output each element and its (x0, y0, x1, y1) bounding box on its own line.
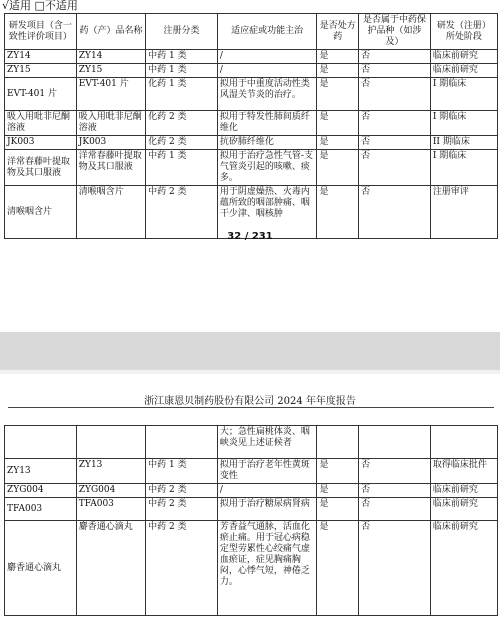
table-header-row-cell: 是否处方药 (317, 14, 359, 50)
table-row-cell: / (217, 484, 317, 498)
table-continuation-row-cell (76, 426, 145, 459)
table-row-cell: 否 (359, 136, 431, 150)
table-row-cell: 抗矽肺纤维化 (217, 136, 317, 150)
table-row-cell: 取得临床批件 (430, 459, 497, 484)
table-row-cell: II 期临床 (430, 136, 497, 150)
table-row-cell: 临床前研究 (430, 521, 497, 616)
table-row-cell: 中药 2 类 (146, 521, 218, 616)
table-row-cell: 清喉咽含片 (76, 186, 145, 239)
table-row-cell: 临床前研究 (430, 484, 497, 498)
table-row-cell: 注册审评 (430, 186, 497, 239)
table-continuation-row-cell: 大；急性扁桃体炎、咽峡炎见上述证候者 (217, 426, 317, 459)
table-row-cell: 拟用于治疗糖尿病肾病 (217, 498, 317, 521)
table-row-cell: 临床前研究 (430, 498, 497, 521)
table-row-cell: 是 (317, 50, 359, 64)
table-continuation-row-cell (146, 426, 218, 459)
table-row-cell: 是 (317, 186, 359, 239)
table-row-cell: 是 (317, 521, 359, 616)
table-row-cell: 吸入用吡非尼酮溶液 (5, 111, 77, 136)
table-row-cell: ZY14 (76, 50, 145, 64)
table-row-cell: 否 (359, 498, 431, 521)
table-row-cell: ZY13 (76, 459, 145, 484)
header-rule (8, 407, 494, 408)
table-row-cell: 化药 2 类 (146, 136, 218, 150)
table-row (5, 111, 498, 136)
table-row (5, 521, 498, 616)
table-row-cell: 否 (359, 521, 431, 616)
table-header-row-cell: 适应症或功能主治 (217, 14, 317, 50)
table-row-cell: 中药 1 类 (146, 50, 218, 64)
table-row-cell: ZYG004 (5, 484, 77, 498)
table-row-cell: 是 (317, 136, 359, 150)
table-row-cell: 是 (317, 64, 359, 78)
table-header-row-cell: 研发项目（含一致性评价项目） (5, 14, 77, 50)
table-header-row-cell: 注册分类 (146, 14, 218, 50)
table-row-cell: 中药 2 类 (146, 498, 218, 521)
page-gap (0, 332, 500, 370)
table-row-cell: 麝香通心滴丸 (5, 521, 77, 616)
table-row-cell: 否 (359, 111, 431, 136)
table-row (5, 78, 498, 111)
table-row-cell: 中药 2 类 (146, 484, 218, 498)
table-row-cell: EVT-401 片 (5, 78, 77, 111)
table-continuation-row-cell (359, 426, 431, 459)
table-row-cell: 化药 2 类 (146, 111, 218, 136)
table-row-cell: 否 (359, 186, 431, 239)
table-row-cell: ZY14 (5, 50, 77, 64)
table-row-cell: TFA003 (76, 498, 145, 521)
table-row-cell: / (217, 64, 317, 78)
table-row (5, 459, 498, 484)
table-row-cell: 中药 2 类 (146, 186, 218, 239)
table-row-cell: 洋常春藤叶提取物及其口服液 (5, 150, 77, 186)
table-row-cell: TFA003 (5, 498, 77, 521)
table-row-cell: 临床前研究 (430, 64, 497, 78)
table-row (5, 484, 498, 498)
table-row (5, 50, 498, 64)
table-row-cell: I 期临床 (430, 111, 497, 136)
table-row (5, 64, 498, 78)
table-row-cell: 用于阴虚燥热、火毒内蕴所致的咽部肿痛、咽干少津、咽核肿 (217, 186, 317, 239)
table-row-cell: JK003 (5, 136, 77, 150)
table-row-cell: 拟用于中重度活动性类风湿关节炎的治疗。 (217, 78, 317, 111)
table-row-cell: 是 (317, 484, 359, 498)
table-row-cell: 否 (359, 78, 431, 111)
table-row-cell: 洋常春藤叶提取物及其口服液 (76, 150, 145, 186)
table-row-cell: 中药 1 类 (146, 459, 218, 484)
table-row-cell: 中药 1 类 (146, 150, 218, 186)
table-row (5, 150, 498, 186)
table-row-cell: 是 (317, 498, 359, 521)
table-row-cell: 否 (359, 50, 431, 64)
page-header: 浙江康恩贝制药股份有限公司 2024 年年度报告 (144, 396, 356, 407)
table-continuation-row (5, 426, 498, 459)
table-row-cell: 否 (359, 459, 431, 484)
table-row-cell: ZYG004 (76, 484, 145, 498)
table-row-cell: ZY15 (76, 64, 145, 78)
table-header-row-cell: 药（产）品名称 (76, 14, 145, 50)
table-row-cell: 拟用于治疗老年性黄斑变性 (217, 459, 317, 484)
table-row-cell: 否 (359, 484, 431, 498)
table-row-cell: 临床前研究 (430, 50, 497, 64)
table-row-cell: 芳香益气通脉，活血化瘀止痛。用于冠心病稳定型劳累性心绞痛气虚血瘀证，症见胸痛胸闷，心悸气短，神倦乏力。 (217, 521, 317, 616)
rd-projects-table-continued (4, 425, 498, 616)
table-continuation-row-cell (5, 426, 77, 459)
table-row-cell: 中药 1 类 (146, 64, 218, 78)
page-number: 32 / 231 (227, 231, 273, 242)
rd-projects-table (4, 13, 498, 239)
table-row (5, 498, 498, 521)
table-row-cell: JK003 (76, 136, 145, 150)
table-row-cell: 拟用于治疗急性气管-支气管炎引起的咳嗽、痰多。 (217, 150, 317, 186)
table-row-cell: 是 (317, 459, 359, 484)
table-row-cell: I 期临床 (430, 78, 497, 111)
table-continuation-row-cell (317, 426, 359, 459)
table-row-cell: ZY15 (5, 64, 77, 78)
table-row-cell: 否 (359, 150, 431, 186)
table-header-row (5, 14, 498, 50)
page-gap-edge (0, 370, 500, 374)
applicability-check: √适用 □不适用 (2, 0, 78, 12)
table-row-cell: 是 (317, 78, 359, 111)
table-row-cell: 吸入用吡非尼酮溶液 (76, 111, 145, 136)
table-row-cell: 否 (359, 64, 431, 78)
table-row-cell: ZY13 (5, 459, 77, 484)
table-row-cell: 麝香通心滴丸 (76, 521, 145, 616)
table-header-row-cell: 是否属于中药保护品种（如涉及） (359, 14, 431, 50)
table-row-cell: / (217, 50, 317, 64)
table-header-row-cell: 研发（注册）所处阶段 (430, 14, 497, 50)
table-row (5, 136, 498, 150)
table-row-cell: 清喉咽含片 (5, 186, 77, 239)
table-row-cell: EVT-401 片 (76, 78, 145, 111)
table-continuation-row-cell (430, 426, 497, 459)
table-row-cell: I 期临床 (430, 150, 497, 186)
table-row-cell: 化药 1 类 (146, 78, 218, 111)
table-row-cell: 是 (317, 150, 359, 186)
table-row-cell: 是 (317, 111, 359, 136)
table-row-cell: 拟用于特发性肺间质纤维化 (217, 111, 317, 136)
